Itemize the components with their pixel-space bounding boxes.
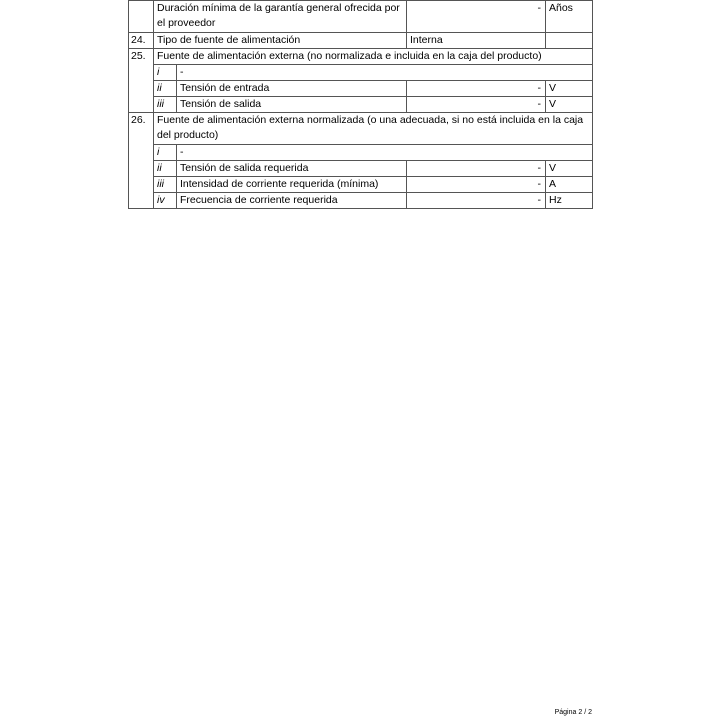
spec-table-container [128,0,593,209]
row-number: 25. [129,49,154,113]
roman-numeral: iii [154,177,177,193]
subrow-label: Frecuencia de corriente requerida [177,193,407,209]
row-label: Duración mínima de la garantía general ofrecida por el proveedor [154,1,407,33]
row-value: - [407,1,546,33]
subrow-value: - [407,193,546,209]
subrow-label: Tensión de entrada [177,81,407,97]
page-label: Página [554,709,577,716]
row-title: Fuente de alimentación externa normalizada (o una adecuada, si no está incluida en la caja del producto) [154,113,593,145]
roman-numeral: iii [154,97,177,113]
subrow-unit: A [546,177,593,193]
subrow [129,65,593,81]
subrow [129,97,593,113]
subrow-label: Intensidad de corriente requerida (mínima) [177,177,407,193]
row-title: Fuente de alimentación externa (no normalizada e incluida en la caja del producto) [154,49,593,65]
subrow-label: Tensión de salida [177,97,407,113]
page-number: 2 / 2 [578,709,592,716]
subrow-label: - [177,65,593,81]
subrow [129,193,593,209]
subrow [129,81,593,97]
subrow-unit: V [546,161,593,177]
spec-table [128,0,593,209]
subrow-unit: V [546,97,593,113]
row-unit: Años [546,1,593,33]
roman-numeral: ii [154,81,177,97]
row-number: 24. [129,33,154,49]
subrow [129,161,593,177]
roman-numeral: iv [154,193,177,209]
subrow-value: - [407,177,546,193]
subrow [129,145,593,161]
subrow-unit: V [546,81,593,97]
subrow-label: Tensión de salida requerida [177,161,407,177]
subrow-label: - [177,145,593,161]
roman-numeral: ii [154,161,177,177]
table-row-25 [129,49,593,65]
row-value: Interna [407,33,546,49]
subrow [129,177,593,193]
subrow-value: - [407,97,546,113]
row-unit-empty [546,33,593,49]
subrow-unit: Hz [546,193,593,209]
page-footer [553,709,592,716]
table-row-duracion [129,1,593,33]
subrow-value: - [407,161,546,177]
row-label: Tipo de fuente de alimentación [154,33,407,49]
table-row-26 [129,113,593,145]
subrow-value: - [407,81,546,97]
num-cell-empty [129,1,154,33]
row-number: 26. [129,113,154,209]
table-row-24 [129,33,593,49]
roman-numeral: i [154,65,177,81]
roman-numeral: i [154,145,177,161]
